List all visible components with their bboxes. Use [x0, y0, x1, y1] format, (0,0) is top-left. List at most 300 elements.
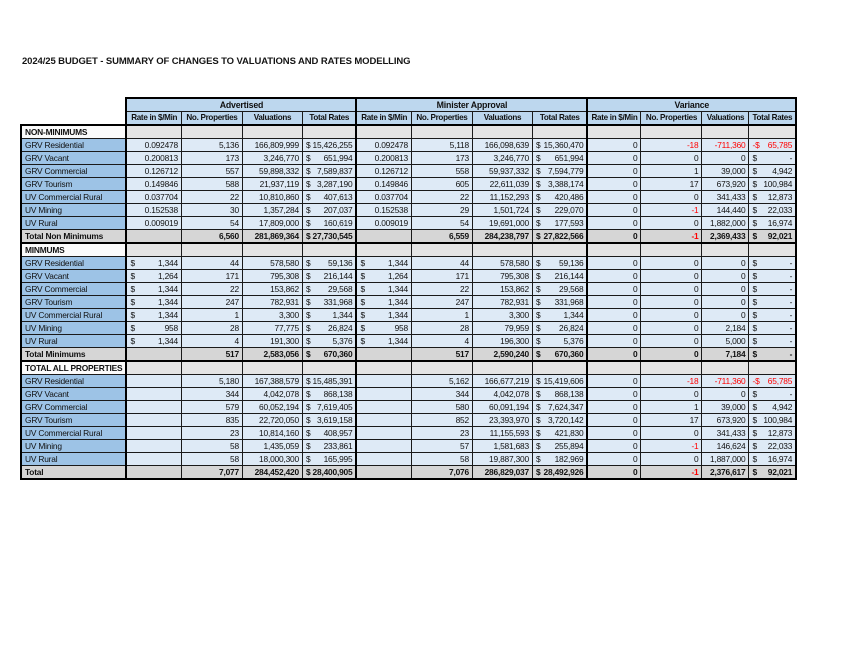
row-label: UV Rural: [21, 335, 126, 348]
header-spacer: [21, 98, 126, 112]
amount: 22,033: [767, 205, 793, 215]
data-cell: 578,580: [472, 257, 532, 270]
data-cell: 0.200813: [126, 152, 181, 165]
data-cell: 0: [641, 191, 702, 204]
empty-cell: [356, 361, 411, 375]
currency-symbol: $: [305, 271, 311, 281]
table-row: [21, 139, 796, 152]
amount: 160,619: [323, 218, 353, 228]
data-cell: 0: [702, 257, 749, 270]
data-cell: 0: [587, 165, 641, 178]
amount: 7,594,779: [547, 166, 584, 176]
amount: 1,344: [157, 284, 178, 294]
empty-cell: [532, 125, 587, 139]
data-cell: [302, 178, 356, 191]
data-cell: [302, 401, 356, 414]
data-cell: 29: [411, 204, 472, 217]
column-header: Valuations: [472, 112, 532, 126]
row-label: GRV Commercial: [21, 283, 126, 296]
data-cell: -711,360: [702, 139, 749, 152]
data-cell: 0: [587, 440, 641, 453]
table-row: [21, 296, 796, 309]
data-cell: [126, 375, 181, 388]
data-cell: 0: [587, 178, 641, 191]
data-cell: 0.037704: [126, 191, 181, 204]
data-cell: 19,691,000: [472, 217, 532, 230]
currency-symbol: $: [305, 389, 311, 399]
currency-symbol: $: [305, 153, 311, 163]
data-cell: [749, 204, 796, 217]
data-cell: 517: [411, 348, 472, 362]
table-row: [21, 191, 796, 204]
data-cell: 146,624: [702, 440, 749, 453]
data-cell: 782,931: [242, 296, 302, 309]
currency-symbol: $: [752, 336, 757, 346]
currency-symbol: $: [535, 376, 541, 386]
data-cell: 0: [641, 270, 702, 283]
table-row: [21, 414, 796, 427]
data-cell: 167,388,579: [242, 375, 302, 388]
empty-cell: [302, 125, 356, 139]
currency-symbol: $: [535, 284, 541, 294]
row-label: GRV Residential: [21, 257, 126, 270]
data-cell: [126, 335, 181, 348]
data-cell: [532, 453, 587, 466]
data-cell: 0: [587, 152, 641, 165]
data-cell: [302, 427, 356, 440]
data-cell: 673,920: [702, 414, 749, 427]
data-cell: 0: [587, 375, 641, 388]
data-cell: [126, 440, 181, 453]
amount: 3,287,190: [316, 179, 353, 189]
amount: -: [789, 153, 793, 163]
data-cell: [356, 270, 411, 283]
data-cell: [302, 348, 356, 362]
row-label: Total Minimums: [21, 348, 126, 362]
table-row: [21, 322, 796, 335]
data-cell: 247: [411, 296, 472, 309]
data-cell: 54: [411, 217, 472, 230]
data-cell: 0: [587, 191, 641, 204]
section-row: [21, 361, 796, 375]
currency-symbol: $: [535, 297, 541, 307]
data-cell: [749, 401, 796, 414]
data-cell: [749, 440, 796, 453]
data-cell: 22,720,050: [242, 414, 302, 427]
data-cell: 153,862: [242, 283, 302, 296]
data-cell: 0: [587, 296, 641, 309]
data-cell: [356, 296, 411, 309]
data-cell: 173: [411, 152, 472, 165]
data-cell: [532, 466, 587, 480]
data-cell: [532, 322, 587, 335]
amount: 26,824: [559, 323, 584, 333]
currency-symbol: $: [535, 231, 541, 241]
table-row: [21, 217, 796, 230]
data-cell: 22: [411, 283, 472, 296]
currency-symbol: $: [360, 323, 365, 333]
currency-symbol: $: [360, 297, 365, 307]
currency-symbol: $: [360, 336, 365, 346]
empty-cell: [532, 243, 587, 257]
data-cell: [356, 466, 411, 480]
data-cell: 0: [641, 335, 702, 348]
total-row: [21, 466, 796, 480]
currency-symbol: $: [535, 323, 541, 333]
data-cell: 171: [411, 270, 472, 283]
data-cell: 5,136: [181, 139, 242, 152]
currency-symbol: $: [752, 467, 757, 477]
data-cell: 22: [181, 283, 242, 296]
data-cell: 284,452,420: [242, 466, 302, 480]
data-cell: 0: [587, 217, 641, 230]
currency-symbol: -$: [752, 140, 760, 150]
amount: 27,730,545: [312, 231, 353, 241]
data-cell: [356, 401, 411, 414]
data-cell: 1: [641, 401, 702, 414]
currency-symbol: $: [535, 153, 541, 163]
empty-cell: [641, 243, 702, 257]
data-cell: [126, 230, 181, 244]
data-cell: [126, 296, 181, 309]
currency-symbol: $: [535, 310, 541, 320]
currency-symbol: $: [305, 231, 311, 241]
data-cell: [302, 466, 356, 480]
data-cell: 0: [641, 257, 702, 270]
amount: 165,995: [323, 454, 353, 464]
data-cell: [126, 322, 181, 335]
data-cell: [749, 139, 796, 152]
data-cell: 5,118: [411, 139, 472, 152]
currency-symbol: $: [535, 192, 541, 202]
data-cell: [532, 296, 587, 309]
amount: 3,720,142: [547, 415, 584, 425]
amount: 92,021: [767, 467, 793, 477]
data-cell: [532, 414, 587, 427]
currency-symbol: $: [305, 415, 311, 425]
data-cell: 18,000,300: [242, 453, 302, 466]
amount: 331,968: [554, 297, 584, 307]
table-row: [21, 401, 796, 414]
data-cell: 58: [411, 453, 472, 466]
currency-symbol: $: [130, 258, 135, 268]
currency-symbol: $: [752, 205, 757, 215]
table-row: [21, 152, 796, 165]
data-cell: 0: [641, 348, 702, 362]
currency-symbol: $: [305, 349, 311, 359]
data-cell: 605: [411, 178, 472, 191]
data-cell: 0: [702, 388, 749, 401]
table-row: [21, 257, 796, 270]
amount: -: [789, 297, 793, 307]
currency-symbol: $: [305, 166, 311, 176]
table-row: [21, 165, 796, 178]
data-cell: 0: [641, 309, 702, 322]
data-cell: 28: [411, 322, 472, 335]
data-cell: -1: [641, 230, 702, 244]
table-row: [21, 309, 796, 322]
data-cell: 144,440: [702, 204, 749, 217]
data-cell: [126, 348, 181, 362]
amount: 16,974: [767, 454, 793, 464]
currency-symbol: $: [752, 402, 757, 412]
data-cell: [302, 296, 356, 309]
data-cell: 5,162: [411, 375, 472, 388]
data-cell: 0: [587, 257, 641, 270]
row-label: Total: [21, 466, 126, 480]
data-cell: 22: [411, 191, 472, 204]
currency-symbol: $: [535, 415, 541, 425]
data-cell: 1: [411, 309, 472, 322]
currency-symbol: $: [752, 179, 757, 189]
empty-cell: [472, 243, 532, 257]
data-cell: 0: [702, 296, 749, 309]
amount: -: [789, 336, 793, 346]
data-cell: 3,300: [242, 309, 302, 322]
currency-symbol: $: [305, 205, 311, 215]
data-cell: 7,077: [181, 466, 242, 480]
empty-cell: [356, 125, 411, 139]
amount: 3,388,174: [547, 179, 584, 189]
data-cell: 30: [181, 204, 242, 217]
data-cell: [356, 230, 411, 244]
data-cell: 3,246,770: [242, 152, 302, 165]
empty-cell: [181, 361, 242, 375]
data-cell: [532, 401, 587, 414]
currency-symbol: $: [535, 271, 541, 281]
data-cell: [126, 257, 181, 270]
data-cell: 782,931: [472, 296, 532, 309]
row-label: GRV Residential: [21, 139, 126, 152]
data-cell: 0: [641, 152, 702, 165]
currency-symbol: $: [535, 218, 541, 228]
data-cell: 341,433: [702, 191, 749, 204]
data-cell: [749, 257, 796, 270]
empty-cell: [472, 361, 532, 375]
data-cell: [302, 322, 356, 335]
row-label: GRV Commercial: [21, 401, 126, 414]
amount: 1,344: [157, 258, 178, 268]
amount: 15,419,606: [543, 376, 584, 386]
amount: 22,033: [767, 441, 793, 451]
data-cell: [126, 283, 181, 296]
data-cell: 166,677,219: [472, 375, 532, 388]
row-label: Total Non Minimums: [21, 230, 126, 244]
data-cell: 247: [181, 296, 242, 309]
data-cell: 3,246,770: [472, 152, 532, 165]
amount: 421,830: [554, 428, 584, 438]
empty-cell: [181, 125, 242, 139]
data-cell: [126, 414, 181, 427]
currency-symbol: $: [305, 179, 311, 189]
data-cell: 0.149846: [126, 178, 181, 191]
page-title: 2024/25 BUDGET - SUMMARY OF CHANGES TO VALUATIONS AND RATES MODELLING: [22, 56, 411, 67]
row-label: GRV Tourism: [21, 414, 126, 427]
data-cell: 5,000: [702, 335, 749, 348]
data-cell: 2,376,617: [702, 466, 749, 480]
data-cell: [302, 152, 356, 165]
data-cell: [749, 427, 796, 440]
currency-symbol: $: [535, 467, 541, 477]
amount: 216,144: [323, 271, 353, 281]
empty-cell: [587, 361, 641, 375]
data-cell: 59,937,332: [472, 165, 532, 178]
currency-symbol: $: [752, 271, 757, 281]
data-cell: [749, 309, 796, 322]
column-header: Total Rates: [302, 112, 356, 126]
amount: 5,376: [563, 336, 584, 346]
empty-cell: [702, 243, 749, 257]
empty-cell: [411, 243, 472, 257]
currency-symbol: $: [305, 402, 311, 412]
column-header: No. Properties: [411, 112, 472, 126]
data-cell: 588: [181, 178, 242, 191]
data-cell: [749, 322, 796, 335]
currency-symbol: $: [752, 297, 757, 307]
data-cell: 6,559: [411, 230, 472, 244]
data-cell: 153,862: [472, 283, 532, 296]
data-cell: 558: [411, 165, 472, 178]
data-cell: 23: [181, 427, 242, 440]
row-label: GRV Commercial: [21, 165, 126, 178]
currency-symbol: $: [305, 454, 311, 464]
amount: 1,344: [387, 336, 408, 346]
currency-symbol: $: [130, 297, 135, 307]
data-cell: [749, 453, 796, 466]
empty-cell: [587, 243, 641, 257]
data-cell: 0: [587, 348, 641, 362]
data-cell: 0: [702, 152, 749, 165]
data-cell: 578,580: [242, 257, 302, 270]
data-cell: 0: [587, 414, 641, 427]
data-cell: 1,357,284: [242, 204, 302, 217]
data-cell: 77,775: [242, 322, 302, 335]
amount: 65,785: [767, 376, 793, 386]
currency-symbol: $: [360, 271, 365, 281]
data-cell: [126, 466, 181, 480]
empty-cell: [242, 125, 302, 139]
data-cell: 166,098,639: [472, 139, 532, 152]
data-cell: [126, 427, 181, 440]
total-row: [21, 348, 796, 362]
data-cell: [532, 388, 587, 401]
data-cell: 173: [181, 152, 242, 165]
data-cell: 0: [587, 335, 641, 348]
data-cell: 0.126712: [356, 165, 411, 178]
currency-symbol: $: [535, 205, 541, 215]
currency-symbol: $: [752, 441, 757, 451]
data-cell: [302, 335, 356, 348]
data-cell: 341,433: [702, 427, 749, 440]
data-cell: 2,590,240: [472, 348, 532, 362]
data-cell: 0: [587, 322, 641, 335]
amount: 4,942: [772, 166, 793, 176]
data-cell: 28: [181, 322, 242, 335]
data-cell: 0: [641, 453, 702, 466]
data-cell: [302, 230, 356, 244]
data-cell: 44: [411, 257, 472, 270]
group-header: Advertised: [126, 98, 356, 112]
currency-symbol: $: [752, 415, 757, 425]
row-label: UV Mining: [21, 322, 126, 335]
amount: 12,873: [767, 428, 793, 438]
row-label: UV Mining: [21, 440, 126, 453]
data-cell: 59,898,332: [242, 165, 302, 178]
data-cell: [749, 348, 796, 362]
section-label: NON-MINIMUMS: [21, 125, 126, 139]
data-cell: [356, 322, 411, 335]
data-cell: 166,809,999: [242, 139, 302, 152]
section-row: [21, 125, 796, 139]
data-cell: [302, 375, 356, 388]
empty-cell: [126, 243, 181, 257]
amount: 7,619,405: [316, 402, 353, 412]
data-cell: 191,300: [242, 335, 302, 348]
amount: 1,344: [387, 258, 408, 268]
data-cell: [749, 191, 796, 204]
data-cell: 0: [587, 230, 641, 244]
data-cell: [532, 440, 587, 453]
data-cell: [749, 283, 796, 296]
currency-symbol: $: [305, 441, 311, 451]
currency-symbol: $: [305, 428, 311, 438]
data-cell: [749, 296, 796, 309]
data-cell: [356, 453, 411, 466]
data-cell: [356, 335, 411, 348]
data-cell: 835: [181, 414, 242, 427]
data-cell: [126, 401, 181, 414]
column-header: Rate in $/Min: [587, 112, 641, 126]
data-cell: 57: [411, 440, 472, 453]
amount: 3,619,158: [316, 415, 353, 425]
currency-symbol: $: [360, 284, 365, 294]
amount: 1,344: [157, 297, 178, 307]
data-cell: [749, 230, 796, 244]
data-cell: 344: [411, 388, 472, 401]
empty-cell: [641, 125, 702, 139]
currency-symbol: $: [752, 349, 757, 359]
table-row: [21, 375, 796, 388]
data-cell: [302, 414, 356, 427]
row-label: UV Rural: [21, 217, 126, 230]
data-cell: 286,829,037: [472, 466, 532, 480]
amount: 15,485,391: [312, 376, 353, 386]
table-row: [21, 270, 796, 283]
data-cell: [302, 388, 356, 401]
section-row: [21, 243, 796, 257]
data-cell: 17: [641, 178, 702, 191]
empty-cell: [587, 125, 641, 139]
amount: 29,568: [559, 284, 584, 294]
data-cell: 60,052,194: [242, 401, 302, 414]
data-cell: 23: [411, 427, 472, 440]
currency-symbol: $: [305, 258, 311, 268]
data-cell: 0.152538: [356, 204, 411, 217]
currency-symbol: $: [305, 323, 311, 333]
data-cell: 11,152,293: [472, 191, 532, 204]
table-row: [21, 388, 796, 401]
column-header: No. Properties: [181, 112, 242, 126]
data-cell: [126, 309, 181, 322]
row-label: UV Mining: [21, 204, 126, 217]
currency-symbol: $: [535, 402, 541, 412]
data-cell: 281,869,364: [242, 230, 302, 244]
data-cell: 0: [702, 309, 749, 322]
amount: 59,136: [328, 258, 353, 268]
data-cell: [302, 270, 356, 283]
amount: 408,957: [323, 428, 353, 438]
data-cell: [749, 165, 796, 178]
